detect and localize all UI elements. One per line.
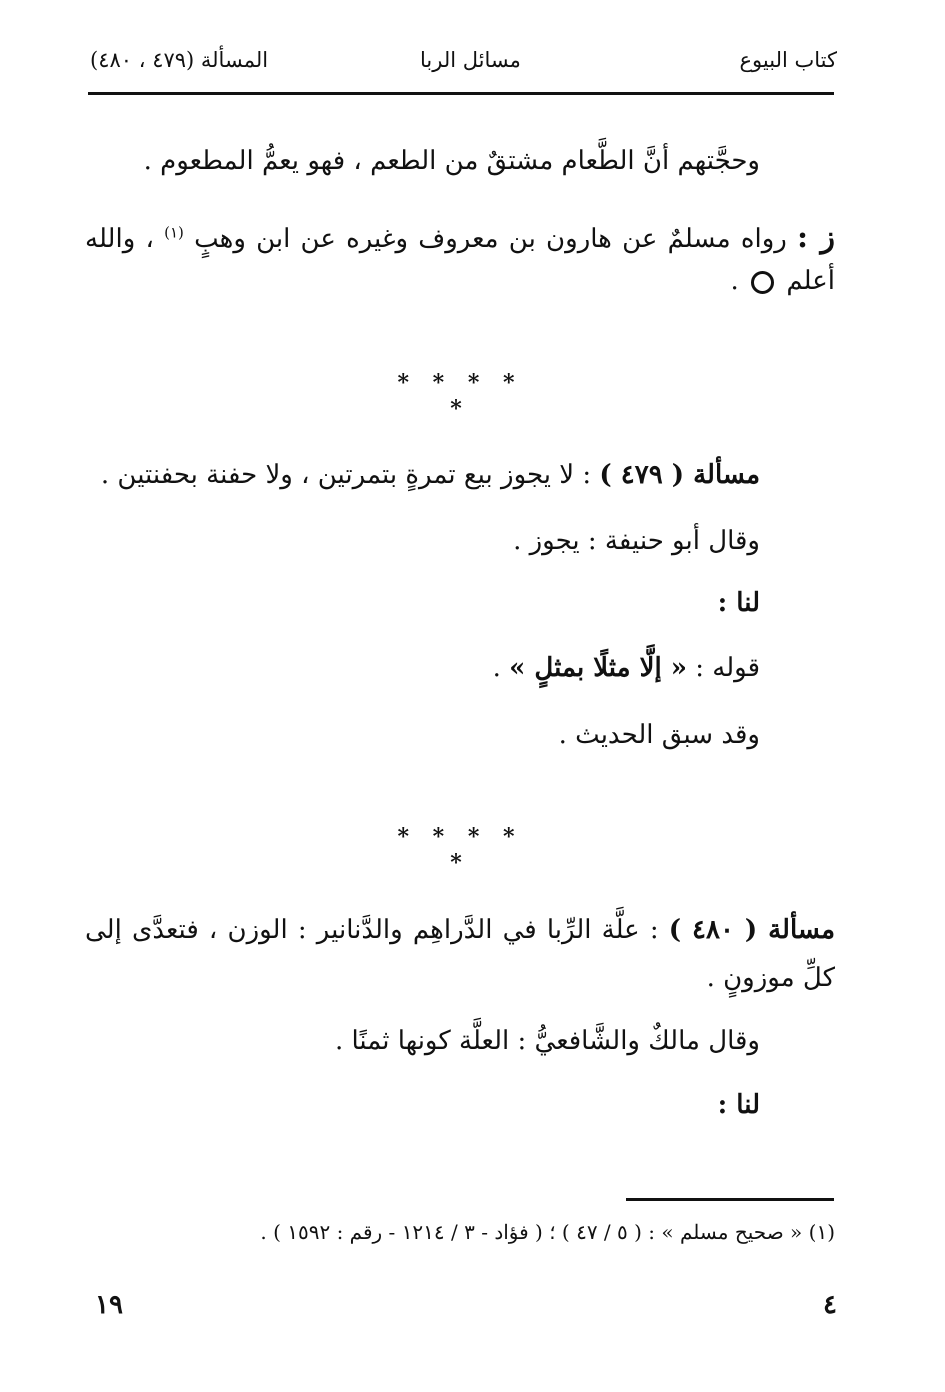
circle-end-mark-icon: [751, 271, 774, 294]
paragraph-hujjatuhum: وحجَّتهم أنَّ الطَّعام مشتقٌ من الطعم ، فهو يعمُّ المطعوم .: [143, 146, 760, 176]
running-header-issue-range: المسألة (٤٧٩ ، ٤٨٠): [90, 48, 269, 72]
lana-heading: لنا :: [717, 588, 760, 618]
period: .: [730, 266, 739, 296]
alam-text: أعلم: [786, 266, 835, 296]
masalah-480-label: مسألة ( ٤٨٠ ): [668, 915, 836, 945]
riwayah-text: رواه مسلمٌ عن هارون بن معروف وغيره عن ابن وهبٍ: [194, 224, 787, 254]
section-separator: * * * * *: [397, 824, 523, 876]
masalah-479-text: : لا يجوز بيع تمرةٍ بتمرتين ، ولا حفنة بحفنتين .: [100, 460, 592, 490]
page-number-arabic: ٤: [823, 1290, 837, 1320]
sabaq-hadith: وقد سبق الحديث .: [558, 720, 760, 750]
malik-shafii-opinion: وقال مالكٌ والشَّافعيُّ : العلَّة كونها ثمنًا .: [334, 1026, 760, 1056]
ziyadah-marker: ز :: [797, 220, 836, 255]
qawluhu-label: قوله :: [695, 653, 760, 683]
running-header-chapter: مسائل الربا: [420, 48, 521, 72]
section-separator: * * * * *: [397, 370, 523, 422]
masalah-479: [101, 460, 760, 490]
riwayah-tail: ، والله: [85, 224, 154, 254]
paragraph-riwayah: [85, 220, 835, 255]
page-number-scan: ١٩: [95, 1290, 123, 1320]
footnote-divider: [626, 1198, 834, 1201]
running-header-book-title: كتاب البيوع: [739, 48, 837, 72]
masalah-479-label: مسألة ( ٤٧٩ ): [599, 460, 760, 490]
masalah-480: [85, 915, 835, 945]
footnote-1: (١) « صحيح مسلم » : ( ٥ / ٤٧ ) ؛ ( فؤاد - ٣ / ١٢١٤ - رقم : ١٥٩٢ ) .: [260, 1220, 835, 1244]
footnote-ref: (١): [164, 223, 184, 242]
masalah-480-cont: كلِّ موزونٍ .: [706, 963, 835, 993]
hadith-quote: « إلَّا مثلًا بمثلٍ »: [509, 653, 687, 683]
qawluhu-line: [493, 653, 760, 683]
paragraph-riwayah-cont: [731, 266, 835, 296]
lana-heading: لنا :: [717, 1090, 760, 1120]
qawluhu-period: .: [492, 653, 501, 683]
header-divider: [88, 92, 834, 95]
abu-hanifa-opinion: وقال أبو حنيفة : يجوز .: [513, 526, 760, 556]
masalah-480-text: : علَّة الرِّبا في الدَّراهِم والدَّنانير : الوزن ، فتعدَّى إلى: [85, 915, 659, 945]
